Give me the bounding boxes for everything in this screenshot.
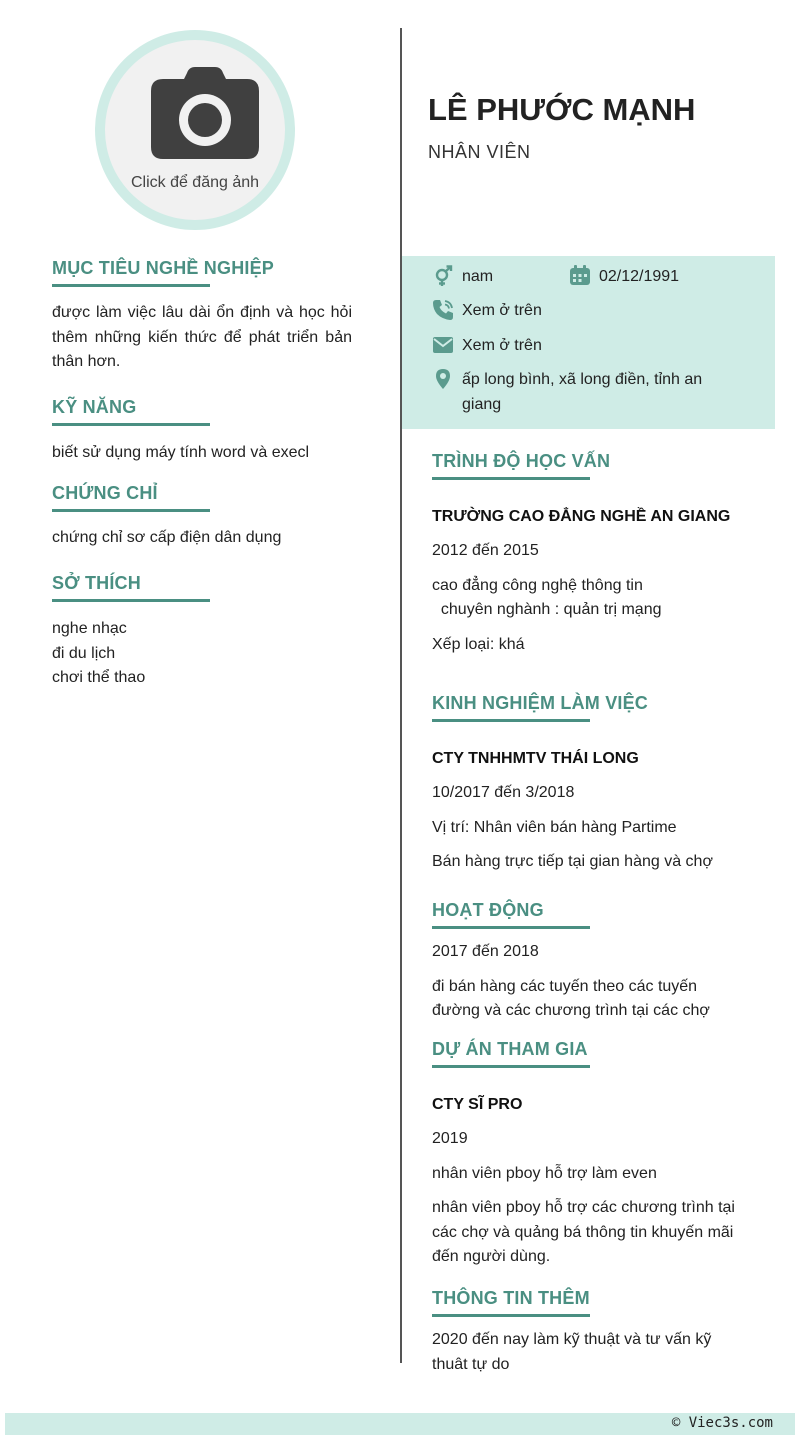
- hobbies-section: [52, 573, 352, 691]
- company-name: CTY TNHHMTV THÁI LONG: [432, 750, 639, 767]
- phone-row: [432, 299, 542, 324]
- objective-section: [52, 258, 352, 375]
- activities-description: đi bán hàng các tuyến theo các tuyến đường và các chương trình tại các chợ: [432, 977, 710, 1019]
- avatar-placeholder[interactable]: [105, 40, 285, 220]
- section-title: MỤC TIÊU NGHỀ NGHIỆP: [52, 258, 275, 278]
- envelope-icon: [432, 334, 454, 356]
- address-value: ấp long bình, xã long điền, tỉnh an giang: [462, 371, 703, 413]
- birthday-value: 02/12/1991: [599, 268, 680, 285]
- section-title: HOẠT ĐỘNG: [432, 900, 544, 920]
- education-major: cao đẳng công nghệ thông tin: [432, 576, 643, 594]
- project-description: nhân viên pboy hỗ trợ các chương trình tại các chợ và quảng bá thông tin khuyến mãi đến người dùng.: [432, 1199, 735, 1265]
- section-title: TRÌNH ĐỘ HỌC VẤN: [432, 451, 611, 471]
- skills-section: [52, 397, 352, 466]
- section-title: DỰ ÁN THAM GIA: [432, 1039, 588, 1059]
- section-title: KỸ NĂNG: [52, 397, 137, 417]
- address-row: [432, 368, 732, 417]
- experience-description: Bán hàng trực tiếp tại gian hàng và chợ: [432, 853, 713, 870]
- section-title: CHỨNG CHỈ: [52, 483, 158, 503]
- avatar-upload[interactable]: [95, 30, 295, 230]
- section-underline: [432, 719, 590, 722]
- experience-section: [432, 693, 762, 875]
- experience-period: 10/2017 đến 3/2018: [432, 784, 575, 801]
- gender-value: nam: [462, 268, 494, 285]
- objective-text: được làm việc lâu dài ổn định và học hỏi thêm những kiến thức để phát triển bản thân hơn.: [52, 304, 352, 370]
- section-underline: [52, 599, 210, 602]
- phone-value: Xem ở trên: [462, 302, 542, 319]
- footer-bar: [5, 1413, 795, 1435]
- camera-icon: [151, 67, 259, 159]
- projects-section: [432, 1039, 762, 1270]
- section-underline: [432, 926, 590, 929]
- project-role: nhân viên pboy hỗ trợ làm even: [432, 1164, 657, 1182]
- section-underline: [52, 509, 210, 512]
- project-year: 2019: [432, 1130, 468, 1147]
- additional-info-section: [432, 1288, 762, 1377]
- email-row: [432, 334, 542, 359]
- certificates-section: [52, 483, 352, 551]
- experience-position: Vị trí: Nhân viên bán hàng Partime: [432, 818, 677, 836]
- certificates-text: chứng chỉ sơ cấp điện dân dụng: [52, 529, 282, 546]
- section-title: THÔNG TIN THÊM: [432, 1288, 590, 1308]
- column-divider: [400, 28, 402, 1363]
- section-title: KINH NGHIỆM LÀM VIỆC: [432, 693, 649, 713]
- location-pin-icon: [432, 368, 454, 390]
- education-grade: Xếp loại: khá: [432, 635, 525, 653]
- education-specialization: chuyên nghành : quản trị mạng: [432, 601, 662, 618]
- skills-text: biết sử dụng máy tính word và execl: [52, 444, 310, 461]
- additional-info-text: 2020 đến nay làm kỹ thuật và tư vấn kỹ thuât tự do: [432, 1331, 712, 1373]
- avatar-caption: Click để đăng ảnh: [130, 174, 260, 191]
- section-underline: [432, 1065, 590, 1068]
- section-title: SỞ THÍCH: [52, 573, 141, 593]
- calendar-icon: [569, 265, 591, 287]
- hobby-item: chơi thể thao: [52, 669, 146, 686]
- gender-row: [432, 265, 493, 290]
- footer-copyright[interactable]: © Viec3s.com: [671, 1415, 773, 1431]
- section-underline: [432, 1314, 590, 1317]
- hobby-item: đi du lịch: [52, 644, 116, 662]
- project-company: CTY SĨ PRO: [432, 1096, 523, 1113]
- full-name: LÊ PHƯỚC MẠNH: [428, 92, 696, 127]
- phone-icon: [432, 299, 454, 321]
- job-title: NHÂN VIÊN: [428, 142, 531, 162]
- education-period: 2012 đến 2015: [432, 542, 539, 559]
- hobby-item: nghe nhạc: [52, 620, 127, 637]
- education-section: [432, 451, 762, 657]
- email-value: Xem ở trên: [462, 337, 542, 354]
- section-underline: [52, 423, 210, 426]
- section-underline: [432, 477, 590, 480]
- school-name: TRƯỜNG CAO ĐẲNG NGHỀ AN GIANG: [432, 508, 731, 525]
- contact-panel: [402, 256, 775, 429]
- section-underline: [52, 284, 210, 287]
- gender-icon: [432, 265, 454, 287]
- activities-section: [432, 900, 762, 1024]
- activities-period: 2017 đến 2018: [432, 943, 539, 960]
- birthday-row: [569, 265, 679, 290]
